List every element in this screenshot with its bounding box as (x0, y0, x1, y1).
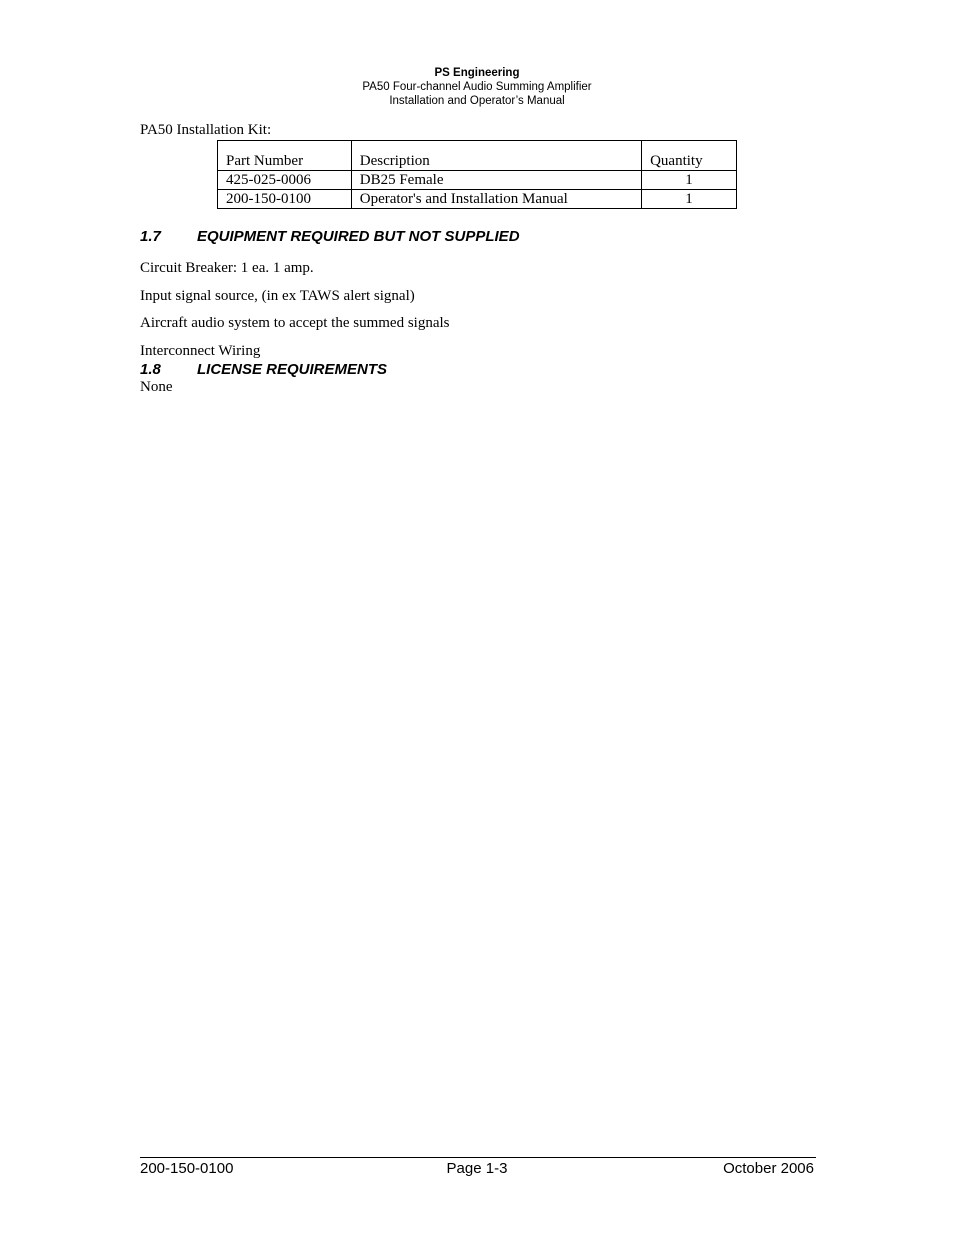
section-number: 1.8 (140, 361, 161, 378)
header-product: PA50 Four-channel Audio Summing Amplifier (362, 81, 592, 93)
table-header-row (218, 141, 737, 171)
description-cell: DB25 Female (351, 171, 641, 190)
section-title: EQUIPMENT REQUIRED BUT NOT SUPPLIED (197, 228, 520, 245)
column-header-quantity: Quantity (642, 141, 737, 171)
equipment-item: Interconnect Wiring (140, 343, 261, 359)
part-number-cell: 425-025-0006 (218, 171, 352, 190)
table-row (218, 190, 737, 209)
footer-date: October 2006 (723, 1160, 814, 1177)
footer-page-number: Page 1-3 (446, 1160, 508, 1177)
header-manual-title: Installation and Operator’s Manual (389, 95, 565, 107)
part-number-cell: 200-150-0100 (218, 190, 352, 209)
kit-label: PA50 Installation Kit: (140, 122, 272, 138)
license-requirements-text: None (140, 379, 173, 395)
description-cell: Operator's and Installation Manual (351, 190, 641, 209)
table-row (218, 171, 737, 190)
quantity-cell: 1 (642, 171, 737, 190)
footer-doc-number: 200-150-0100 (140, 1160, 234, 1177)
column-header-description: Description (351, 141, 641, 171)
footer-divider (140, 1157, 816, 1158)
column-header-part-number: Part Number (218, 141, 352, 171)
equipment-item: Input signal source, (in ex TAWS alert signal) (140, 288, 415, 304)
quantity-cell: 1 (642, 190, 737, 209)
section-number: 1.7 (140, 228, 161, 245)
equipment-item: Circuit Breaker: 1 ea. 1 amp. (140, 260, 314, 276)
section-title: LICENSE REQUIREMENTS (197, 361, 388, 378)
header-company: PS Engineering (434, 67, 520, 79)
installation-kit-table (217, 140, 737, 209)
equipment-item: Aircraft audio system to accept the summed signals (140, 315, 450, 331)
